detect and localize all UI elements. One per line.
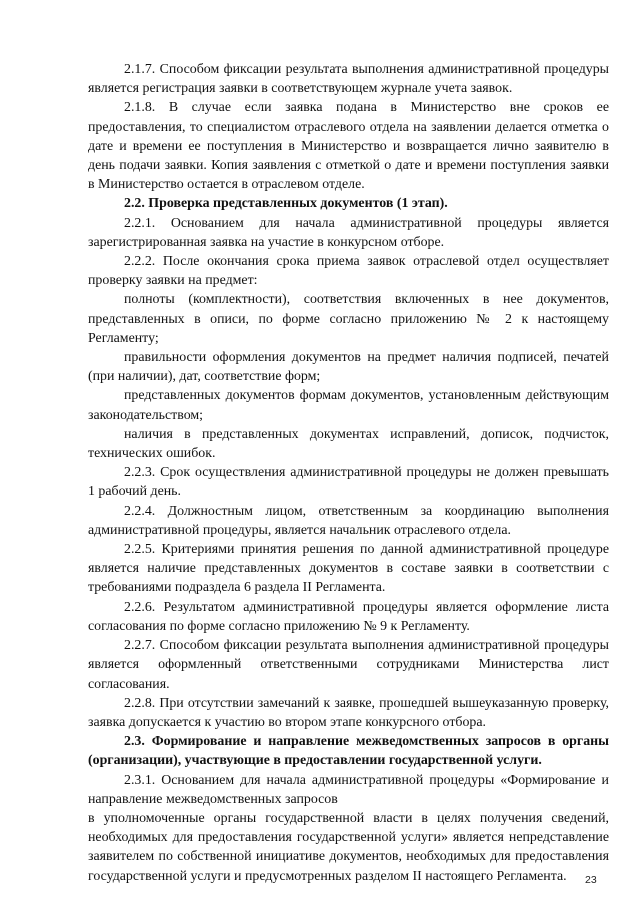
document-body bbox=[88, 60, 609, 886]
paragraph: 2.1.7. Способом фиксации результата выполнения административной процедуры является регистрация заявки в соответствующем журнале учета заявок. bbox=[88, 62, 609, 97]
paragraph: 2.2.5. Критериями принятия решения по данной административной процедуре является наличие представленных документов в составе заявки в соответствии с требованиями подраздела 6 раздела II Регламента. bbox=[88, 542, 609, 596]
paragraph: 2.2.7. Способом фиксации результата выполнения административной процедуры является оформленный ответственными сотрудниками Министерства лист согласования. bbox=[88, 638, 609, 692]
section-heading: 2.3. Формирование и направление межведомственных запросов в органы (организации), участвующие в предоставлении государственной услуги. bbox=[88, 734, 609, 769]
paragraph: 2.1.8. В случае если заявка подана в Министерство вне сроков ее предоставления, то специалистом отраслевого отдела на заявлении делается отметка о дате и времени ее поступления в Министерство и возвращается лично заявителю в день подачи заявки. Копия заявления с отметкой о дате и времени поступления заявки в Министерство остается в отраслевом отделе. bbox=[88, 100, 609, 193]
paragraph: правильности оформления документов на предмет наличия подписей, печатей (при наличии), дат, соответствие форм; bbox=[88, 350, 609, 385]
paragraph: 2.2.2. После окончания срока приема заявок отраслевой отдел осуществляет проверку заявки на предмет: bbox=[88, 254, 609, 289]
paragraph: представленных документов формам документов, установленным действующим законодательством; bbox=[88, 388, 609, 423]
paragraph-continuation: в уполномоченные органы государственной власти в целях получения сведений, необходимых для предоставления государственной услуги» является непредставление заявителем по собственной инициативе документов, необходимых для предоставления государственной услуги и предусмотренных разделом II настоящего Регламента. bbox=[88, 810, 609, 884]
paragraph: 2.2.3. Срок осуществления административной процедуры не должен превышать 1 рабочий день. bbox=[88, 465, 609, 500]
paragraph: полноты (комплектности), соответствия включенных в нее документов, представленных в описи, по форме согласно приложению № 2 к настоящему Регламенту; bbox=[88, 292, 609, 346]
section-heading: 2.2. Проверка представленных документов (1 этап). bbox=[124, 196, 448, 212]
paragraph: 2.2.4. Должностным лицом, ответственным за координацию выполнения административной процедуры, является начальник отраслевого отдела. bbox=[88, 503, 609, 538]
paragraph: наличия в представленных документах исправлений, дописок, подчисток, технических ошибок. bbox=[88, 426, 609, 462]
page-number: 23 bbox=[585, 874, 597, 886]
paragraph: 2.2.6. Результатом административной процедуры является оформление листа согласования по форме согласно приложению № 9 к Регламенту. bbox=[88, 599, 609, 634]
paragraph: 2.3.1. Основанием для начала административной процедуры «Формирование и направление межведомственных запросов bbox=[88, 772, 609, 807]
paragraph: 2.2.8. При отсутствии замечаний к заявке, прошедшей вышеуказанную проверку, заявка допускается к участию во втором этапе конкурсного отбора. bbox=[88, 695, 609, 730]
paragraph: 2.2.1. Основанием для начала административной процедуры является зарегистрированная заявка на участие в конкурсном отборе. bbox=[88, 215, 609, 250]
